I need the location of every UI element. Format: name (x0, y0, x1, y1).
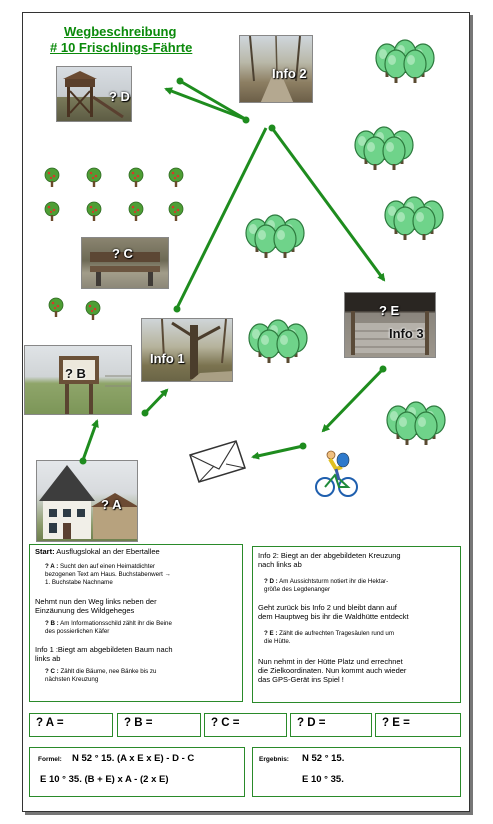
info-2-line-1: Info 2: Biegt an der abgebildeten Kreuzung (258, 551, 401, 560)
end-line-2: die Zielkoordinaten. Nun kommt auch wieder (258, 666, 407, 675)
question-c-line-1 (45, 668, 156, 676)
photo-label-a: ? A (101, 497, 122, 512)
result-east: E 10 ° 35. (302, 774, 344, 785)
end-line-1: Nun nehmt in der Hütte Platz und errechnet (258, 657, 403, 666)
question-b-text-1: Am Informationsschild zählt ihr die Beine (60, 620, 172, 627)
arrow-info1-to-info2 (177, 128, 266, 308)
arrow-info2-to-d-upper (180, 81, 247, 120)
question-c-text-1: Zählt die Bäume, nee Bänke bis zu (60, 668, 157, 675)
arrow-hut-to-cyclist (323, 369, 383, 431)
photo-label-info-1: Info 1 (150, 351, 185, 366)
forest-cluster-3 (385, 197, 443, 240)
forest-cluster-6 (387, 402, 445, 445)
question-e-text-2: die Hütte. (264, 638, 291, 645)
question-d-text-1: Am Aussichtsturm notiert ihr die Hektar- (279, 578, 389, 585)
title-line-2: # 10 Frischlings-Fährte (50, 40, 193, 55)
question-a-text-3: 1. Buchstabe Nachname (45, 579, 113, 586)
question-d-label: ? D : (264, 578, 278, 585)
question-b-label: ? B : (45, 620, 59, 627)
forest-cluster-5 (249, 320, 307, 363)
result-box (252, 747, 461, 797)
photo-label-e: ? E (379, 303, 400, 318)
walk-line-1: Nehmt nun den Weg links neben der (35, 597, 157, 606)
question-e-line-1 (264, 630, 394, 638)
back-line-1: Geht zurück bis Info 2 und bleibt dann auf (258, 603, 397, 612)
info-2-line-2: nach links ab (258, 560, 302, 569)
start-line (35, 547, 160, 556)
orchard-trees (45, 168, 183, 320)
envelope-icon (190, 441, 245, 482)
formula-north: N 52 ° 15. (A x E x E) - D - C (72, 753, 195, 764)
question-a-text-1: Sucht den auf einen Heimatdichter (60, 563, 155, 570)
answer-label-e: ? E = (382, 717, 410, 729)
answer-label-a: ? A = (36, 717, 64, 729)
answer-label-d: ? D = (297, 717, 326, 729)
title-line-1: Wegbeschreibung (64, 24, 177, 39)
forest-cluster-2 (355, 127, 413, 170)
answer-label-c: ? C = (211, 717, 240, 729)
arrow-d-back-lower (166, 89, 245, 119)
arrow-cyclist-to-envelope (253, 446, 303, 457)
question-b-line-1 (45, 620, 172, 628)
cyclist-icon (316, 451, 357, 496)
arrow-a-to-b (83, 421, 97, 460)
route-nodes (80, 78, 387, 465)
formula-label: Formel: (38, 756, 62, 763)
result-label: Ergebnis: (259, 756, 289, 763)
info-1-line-2: links ab (35, 654, 61, 663)
formula-east: E 10 ° 35. (B + E) x A - (2 x E) (40, 774, 169, 785)
question-d-text-2: größe des Legdenanger (264, 586, 331, 593)
photo-label-c: ? C (112, 246, 133, 261)
route-arrows (83, 81, 384, 460)
answer-label-b: ? B = (124, 717, 153, 729)
start-text: Ausflugslokal an der Ebertallee (56, 547, 160, 556)
question-c-text-2: nächsten Kreuzung (45, 676, 99, 683)
walk-line-2: Einzäunung des Wildgeheges (35, 606, 135, 615)
info-1-line-1: Info 1 :Biegt am abgebildeten Baum nach (35, 645, 173, 654)
question-a-label: ? A : (45, 563, 59, 570)
forest-cluster-4 (246, 215, 304, 258)
question-a-line-1 (45, 563, 155, 571)
question-d-line-1 (264, 578, 388, 586)
photo-label-d: ? D (109, 89, 130, 104)
question-c-label: ? C : (45, 668, 59, 675)
start-label: Start: (35, 547, 55, 556)
photo-label-b: ? B (65, 366, 86, 381)
end-line-3: das GPS-Gerät ins Spiel ! (258, 675, 344, 684)
forest-cluster-1 (376, 40, 434, 83)
result-north: N 52 ° 15. (302, 753, 345, 764)
photo-label-info-3: Info 3 (389, 326, 424, 341)
question-e-label: ? E : (264, 630, 278, 637)
arrow-b-to-info1 (145, 390, 167, 413)
question-b-text-2: des possierlichen Käfer (45, 628, 110, 635)
back-line-2: dem Hauptweg bis ihr die Waldhütte entdeckt (258, 612, 409, 621)
question-e-text-1: Zählt die aufrechten Tragesäulen rund um (279, 630, 395, 637)
photo-label-info-2: Info 2 (272, 66, 307, 81)
question-a-text-2: bezogenen Text am Haus. Buchstabenwert → (45, 571, 171, 578)
